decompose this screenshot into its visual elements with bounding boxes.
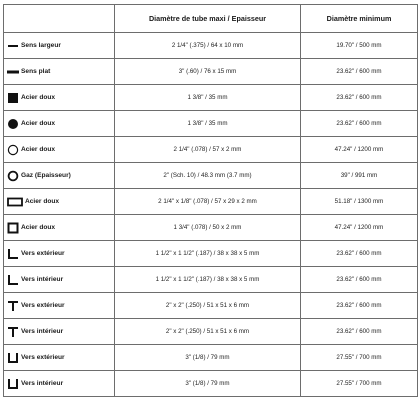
minimum-diameter-cell: 23.62" / 600 mm: [301, 85, 418, 111]
minimum-diameter-cell: 51.18" / 1300 mm: [301, 189, 418, 215]
profile-cell: [4, 241, 115, 267]
bending-capacity-table: [3, 4, 418, 397]
header-profile: [4, 5, 115, 33]
table-header-row: [4, 5, 418, 33]
tube-diameter-cell: 2 1/4" x 1/8" (.078) / 57 x 29 x 2 mm: [115, 189, 301, 215]
minimum-diameter-cell: 23.62" / 600 mm: [301, 267, 418, 293]
solid-round-icon: [7, 118, 19, 130]
table-body: [4, 33, 418, 397]
tube-diameter-cell: 2" x 2" (.250) / 51 x 51 x 6 mm: [115, 293, 301, 319]
profile-label: Acier doux: [21, 224, 56, 231]
profile-cell: [4, 85, 115, 111]
channel-inward-icon: [7, 378, 19, 390]
tube-diameter-cell: 3" (1/8) / 79 mm: [115, 345, 301, 371]
minimum-diameter-cell: 23.62" / 600 mm: [301, 319, 418, 345]
profile-label: Acier doux: [21, 94, 56, 101]
table-row: [4, 59, 418, 85]
tube-diameter-cell: 1 1/2" x 1 1/2" (.187) / 38 x 38 x 5 mm: [115, 267, 301, 293]
tee-inward-icon: [7, 326, 19, 338]
table-row: [4, 85, 418, 111]
profile-cell: [4, 33, 115, 59]
table-row: [4, 345, 418, 371]
profile-cell: [4, 215, 115, 241]
profile-cell: [4, 267, 115, 293]
profile-label: Vers extérieur: [21, 250, 65, 257]
profile-label: Sens plat: [21, 68, 51, 75]
profile-label: Acier doux: [21, 120, 56, 127]
tube-diameter-cell: 3" (.60) / 76 x 15 mm: [115, 59, 301, 85]
minimum-diameter-cell: 39" / 991 mm: [301, 163, 418, 189]
angle-inward-icon: [7, 274, 19, 286]
table-row: [4, 293, 418, 319]
profile-label: Vers intérieur: [21, 276, 64, 283]
header-tube-diameter: Diamètre de tube maxi / Epaisseur: [115, 5, 301, 33]
table-row: [4, 371, 418, 397]
minimum-diameter-cell: 23.62" / 600 mm: [301, 241, 418, 267]
minimum-diameter-cell: 27.55" / 700 mm: [301, 371, 418, 397]
tube-diameter-cell: 3" (1/8) / 79 mm: [115, 371, 301, 397]
profile-cell: [4, 371, 115, 397]
minimum-diameter-cell: 47.24" / 1200 mm: [301, 215, 418, 241]
tube-diameter-cell: 2 1/4" (.078) / 57 x 2 mm: [115, 137, 301, 163]
profile-label: Vers intérieur: [21, 328, 64, 335]
profile-cell: [4, 59, 115, 85]
table-row: [4, 241, 418, 267]
pipe-icon: [7, 170, 19, 182]
profile-label: Acier doux: [25, 198, 60, 205]
minimum-diameter-cell: 23.62" / 600 mm: [301, 293, 418, 319]
rectangular-tube-icon: [7, 196, 23, 208]
table-row: [4, 319, 418, 345]
table-row: [4, 137, 418, 163]
minimum-diameter-cell: 47.24" / 1200 mm: [301, 137, 418, 163]
profile-cell: [4, 189, 115, 215]
profile-cell: [4, 163, 115, 189]
profile-cell: [4, 319, 115, 345]
tube-diameter-cell: 2" (Sch. 10) / 48.3 mm (3.7 mm): [115, 163, 301, 189]
tee-outward-icon: [7, 300, 19, 312]
tube-diameter-cell: 1 1/2" x 1 1/2" (.187) / 38 x 38 x 5 mm: [115, 241, 301, 267]
square-tube-icon: [7, 222, 19, 234]
profile-label: Gaz (Epaisseur): [21, 172, 71, 179]
table-row: [4, 111, 418, 137]
table-row: [4, 215, 418, 241]
profile-cell: [4, 293, 115, 319]
profile-label: Vers extérieur: [21, 354, 65, 361]
table-row: [4, 163, 418, 189]
flat-bar-narrow-icon: [7, 40, 19, 52]
tube-diameter-cell: 1 3/8" / 35 mm: [115, 111, 301, 137]
tube-diameter-cell: 2 1/4" (.375) / 64 x 10 mm: [115, 33, 301, 59]
solid-square-icon: [7, 92, 19, 104]
profile-cell: [4, 111, 115, 137]
profile-label: Vers extérieur: [21, 302, 65, 309]
profile-cell: [4, 345, 115, 371]
profile-label: Acier doux: [21, 146, 56, 153]
table-row: [4, 267, 418, 293]
minimum-diameter-cell: 23.62" / 600 mm: [301, 111, 418, 137]
minimum-diameter-cell: 23.62" / 600 mm: [301, 59, 418, 85]
header-minimum-diameter: Diamètre minimum: [301, 5, 418, 33]
angle-outward-icon: [7, 248, 19, 260]
tube-diameter-cell: 2" x 2" (.250) / 51 x 51 x 6 mm: [115, 319, 301, 345]
tube-diameter-cell: 1 3/4" (.078) / 50 x 2 mm: [115, 215, 301, 241]
minimum-diameter-cell: 27.55" / 700 mm: [301, 345, 418, 371]
profile-cell: [4, 137, 115, 163]
profile-label: Vers intérieur: [21, 380, 64, 387]
round-tube-icon: [7, 144, 19, 156]
minimum-diameter-cell: 19.70" / 500 mm: [301, 33, 418, 59]
table-row: [4, 189, 418, 215]
channel-outward-icon: [7, 352, 19, 364]
table-row: [4, 33, 418, 59]
profile-label: Sens largeur: [21, 42, 61, 49]
tube-diameter-cell: 1 3/8" / 35 mm: [115, 85, 301, 111]
flat-bar-wide-icon: [7, 66, 19, 78]
